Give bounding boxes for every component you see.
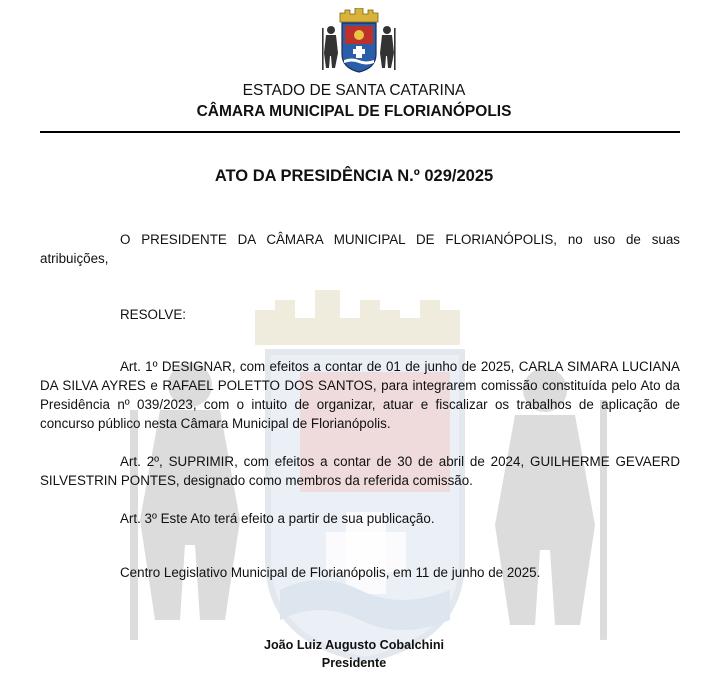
signatory-role: Presidente xyxy=(321,656,387,670)
header-divider xyxy=(40,131,680,133)
intro-paragraph: O PRESIDENTE DA CÂMARA MUNICIPAL DE FLORIANÓPOLIS, no uso de suas atribuições, xyxy=(40,232,680,266)
article-3: Art. 3º Este Ato terá efeito a partir de sua publicação. xyxy=(120,511,435,526)
act-title: ATO DA PRESIDÊNCIA N.º 029/2025 xyxy=(214,167,494,185)
coat-of-arms-crest xyxy=(318,8,400,74)
signatory-name: João Luiz Augusto Cobalchini xyxy=(263,638,445,652)
resolve-label: RESOLVE: xyxy=(120,307,186,322)
place-date: Centro Legislativo Municipal de Florianópolis, em 11 de junho de 2025. xyxy=(120,565,541,580)
article-1: Art. 1º DESIGNAR, com efeitos a contar de 01 de junho de 2025, CARLA SIMARA LUCIANA DA SILVA AYRES e RAFAEL POLETTO DOS SANTOS, para integrarem comissão constituída pelo Ato da Presidência nº 039/2023, com o intuito de organizar, atuar e fiscalizar os trabalhos de aplicação de concurso público nesta Câmara Municipal de Florianópolis. xyxy=(40,359,680,431)
article-2: Art. 2º, SUPRIMIR, com efeitos a contar de 30 de abril de 2024, GUILHERME GEVAERD SILVESTRIN PONTES, designado como membros da referida comissão. xyxy=(40,454,680,488)
chamber-heading: CÂMARA MUNICIPAL DE FLORIANÓPOLIS xyxy=(196,103,512,120)
state-heading: ESTADO DE SANTA CATARINA xyxy=(242,82,466,99)
